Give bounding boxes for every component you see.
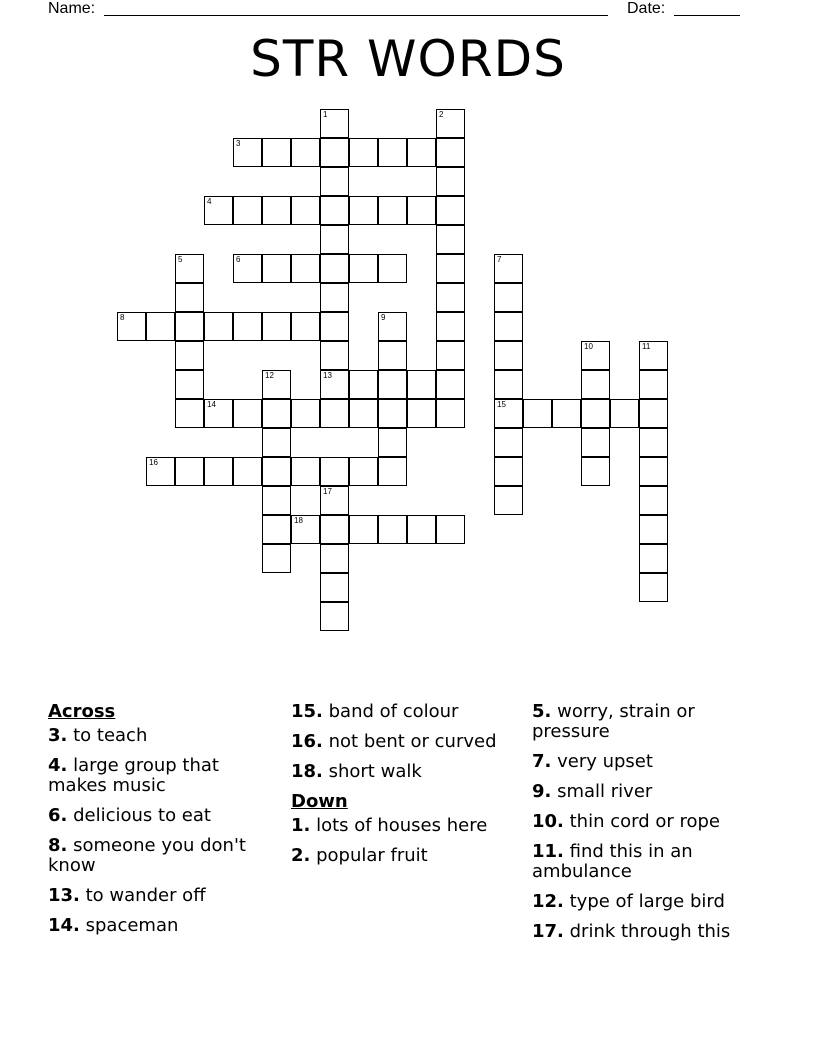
clue-item [48,726,280,746]
grid-cell[interactable] [349,515,378,544]
grid-cell[interactable] [320,254,349,283]
name-label: Name: [48,0,96,17]
grid-cell[interactable] [233,457,262,486]
grid-cell[interactable] [320,573,349,602]
clue-text: large group that makes music [48,755,219,796]
grid-cell[interactable] [291,138,320,167]
grid-cell[interactable] [639,341,668,370]
grid-cell[interactable] [320,196,349,225]
clue-number: 12. [532,891,564,912]
grid-cell[interactable] [146,312,175,341]
cell-number: 6 [236,255,241,264]
clue-item [48,806,280,826]
clue-item [48,756,280,796]
clues-column-3 [532,702,764,952]
grid-cell[interactable] [407,515,436,544]
grid-cell[interactable] [494,370,523,399]
grid-cell[interactable] [291,515,320,544]
across-clue-list-continued [291,702,523,782]
grid-cell[interactable] [378,428,407,457]
clue-number: 2. [291,845,311,866]
grid-cell[interactable] [233,254,262,283]
grid-cell[interactable] [233,196,262,225]
date-field-line[interactable] [674,15,740,16]
grid-cell[interactable] [262,138,291,167]
cell-number: 9 [381,313,386,322]
across-clue-list [48,726,280,936]
grid-cell[interactable] [349,138,378,167]
grid-cell[interactable] [291,457,320,486]
clue-number: 17. [532,921,564,942]
grid-cell[interactable] [639,428,668,457]
grid-cell[interactable] [320,370,349,399]
grid-cell[interactable] [175,341,204,370]
cell-number: 12 [265,371,274,380]
grid-cell[interactable] [494,457,523,486]
across-heading: Across [48,701,116,722]
clue-item [291,846,523,866]
grid-cell[interactable] [494,486,523,515]
grid-cell[interactable] [320,399,349,428]
grid-cell[interactable] [552,399,581,428]
clue-text: to teach [67,725,148,746]
clue-item [532,752,764,772]
grid-cell[interactable] [320,486,349,515]
grid-cell[interactable] [175,399,204,428]
down-heading: Down [291,791,348,812]
clue-text: very upset [551,751,653,772]
grid-cell[interactable] [320,225,349,254]
grid-cell[interactable] [523,399,552,428]
cell-number: 16 [149,458,158,467]
clue-text: drink through this [563,921,731,942]
grid-cell[interactable] [436,312,465,341]
clue-number: 3. [48,725,68,746]
clue-text: to wander off [79,885,206,906]
clue-number: 4. [48,755,68,776]
grid-cell[interactable] [320,515,349,544]
cell-number: 13 [323,371,332,380]
grid-cell[interactable] [349,399,378,428]
grid-cell[interactable] [117,312,146,341]
grid-cell[interactable] [407,196,436,225]
grid-cell[interactable] [320,138,349,167]
grid-cell[interactable] [320,283,349,312]
grid-cell[interactable] [349,196,378,225]
grid-cell[interactable] [204,399,233,428]
grid-cell[interactable] [407,138,436,167]
clue-number: 7. [532,751,552,772]
grid-cell[interactable] [436,109,465,138]
cell-number: 7 [497,255,502,264]
clue-item [291,762,523,782]
clue-text: delicious to eat [67,805,211,826]
grid-cell[interactable] [175,457,204,486]
grid-cell[interactable] [175,370,204,399]
clue-item [532,842,764,882]
clue-item [291,816,523,836]
grid-cell[interactable] [146,457,175,486]
grid-cell[interactable] [262,486,291,515]
down-clue-list [291,816,523,866]
grid-cell[interactable] [233,138,262,167]
clue-number: 11. [532,841,564,862]
grid-cell[interactable] [175,254,204,283]
cell-number: 5 [178,255,183,264]
clue-number: 14. [48,915,80,936]
grid-cell[interactable] [349,457,378,486]
grid-cell[interactable] [378,457,407,486]
grid-cell[interactable] [639,515,668,544]
grid-cell[interactable] [320,602,349,631]
grid-cell[interactable] [581,428,610,457]
grid-cell[interactable] [581,370,610,399]
clue-number: 13. [48,885,80,906]
grid-cell[interactable] [175,283,204,312]
grid-cell[interactable] [320,544,349,573]
clue-item [532,812,764,832]
grid-cell[interactable] [233,312,262,341]
grid-cell[interactable] [378,196,407,225]
grid-cell[interactable] [494,254,523,283]
grid-cell[interactable] [494,399,523,428]
cell-number: 14 [207,400,216,409]
grid-cell[interactable] [378,399,407,428]
grid-cell[interactable] [378,341,407,370]
clue-number: 6. [48,805,68,826]
cell-number: 8 [120,313,125,322]
clue-item [532,922,764,942]
grid-cell[interactable] [291,254,320,283]
cell-number: 10 [584,342,593,351]
grid-cell[interactable] [262,196,291,225]
cell-number: 11 [642,342,651,351]
clue-number: 8. [48,835,68,856]
cell-number: 15 [497,400,506,409]
grid-cell[interactable] [494,312,523,341]
grid-cell[interactable] [204,312,233,341]
clue-number: 5. [532,701,552,722]
clue-text: small river [551,781,653,802]
grid-cell[interactable] [320,167,349,196]
clue-text: lots of houses here [310,815,488,836]
clue-text: not bent or curved [322,731,497,752]
grid-cell[interactable] [639,399,668,428]
clue-number: 10. [532,811,564,832]
grid-cell[interactable] [204,457,233,486]
grid-cell[interactable] [262,515,291,544]
grid-cell[interactable] [494,341,523,370]
grid-cell[interactable] [175,312,204,341]
grid-cell[interactable] [581,341,610,370]
grid-cell[interactable] [320,341,349,370]
date-label: Date: [627,0,666,17]
clues-column-2 [291,702,523,876]
clue-number: 16. [291,731,323,752]
down-clue-list-continued [532,702,764,942]
grid-cell[interactable] [378,312,407,341]
grid-cell[interactable] [378,370,407,399]
cell-number: 1 [323,110,328,119]
grid-cell[interactable] [291,196,320,225]
grid-cell[interactable] [639,457,668,486]
grid-cell[interactable] [349,254,378,283]
grid-cell[interactable] [581,399,610,428]
grid-cell[interactable] [204,196,233,225]
grid-cell[interactable] [639,573,668,602]
grid-cell[interactable] [320,312,349,341]
grid-cell[interactable] [291,399,320,428]
grid-cell[interactable] [494,428,523,457]
grid-cell[interactable] [436,370,465,399]
clue-item [532,782,764,802]
cell-number: 2 [439,110,444,119]
grid-cell[interactable] [262,544,291,573]
grid-cell[interactable] [262,312,291,341]
clue-number: 18. [291,761,323,782]
grid-cell[interactable] [320,109,349,138]
clue-text: someone you don't know [48,835,246,876]
clue-text: spaceman [79,915,179,936]
clue-item [532,892,764,912]
grid-cell[interactable] [378,254,407,283]
grid-cell[interactable] [378,515,407,544]
grid-cell[interactable] [436,138,465,167]
name-field-line[interactable] [104,15,608,16]
clue-text: find this in an ambulance [532,841,693,882]
clue-item [48,916,280,936]
grid-cell[interactable] [349,370,378,399]
clue-text: band of colour [322,701,459,722]
clue-text: type of large bird [563,891,725,912]
grid-cell[interactable] [436,254,465,283]
grid-cell[interactable] [262,370,291,399]
grid-cell[interactable] [436,399,465,428]
clue-text: popular fruit [310,845,428,866]
cell-number: 3 [236,139,241,148]
grid-cell[interactable] [320,457,349,486]
grid-cell[interactable] [262,428,291,457]
grid-cell[interactable] [639,544,668,573]
grid-cell[interactable] [639,486,668,515]
grid-cell[interactable] [639,370,668,399]
cell-number: 17 [323,487,332,496]
grid-cell[interactable] [262,254,291,283]
clue-number: 1. [291,815,311,836]
grid-cell[interactable] [436,515,465,544]
grid-cell[interactable] [262,399,291,428]
grid-cell[interactable] [436,283,465,312]
grid-cell[interactable] [494,283,523,312]
clue-text: worry, strain or pressure [532,701,695,742]
clue-text: thin cord or rope [563,811,721,832]
grid-cell[interactable] [610,399,639,428]
grid-cell[interactable] [378,138,407,167]
cell-number: 4 [207,197,212,206]
grid-cell[interactable] [262,457,291,486]
clue-item [532,702,764,742]
clue-item [48,886,280,906]
grid-cell[interactable] [407,370,436,399]
clue-item [291,732,523,752]
page-title: STR WORDS [250,30,566,88]
clue-number: 15. [291,701,323,722]
grid-cell[interactable] [436,225,465,254]
clues-column-1 [48,702,280,946]
clue-item [48,836,280,876]
grid-cell[interactable] [436,167,465,196]
grid-cell[interactable] [407,399,436,428]
clue-number: 9. [532,781,552,802]
grid-cell[interactable] [436,341,465,370]
grid-cell[interactable] [581,457,610,486]
grid-cell[interactable] [233,399,262,428]
grid-cell[interactable] [436,196,465,225]
cell-number: 18 [294,516,303,525]
clue-item [291,702,523,722]
grid-cell[interactable] [291,312,320,341]
clue-text: short walk [322,761,422,782]
